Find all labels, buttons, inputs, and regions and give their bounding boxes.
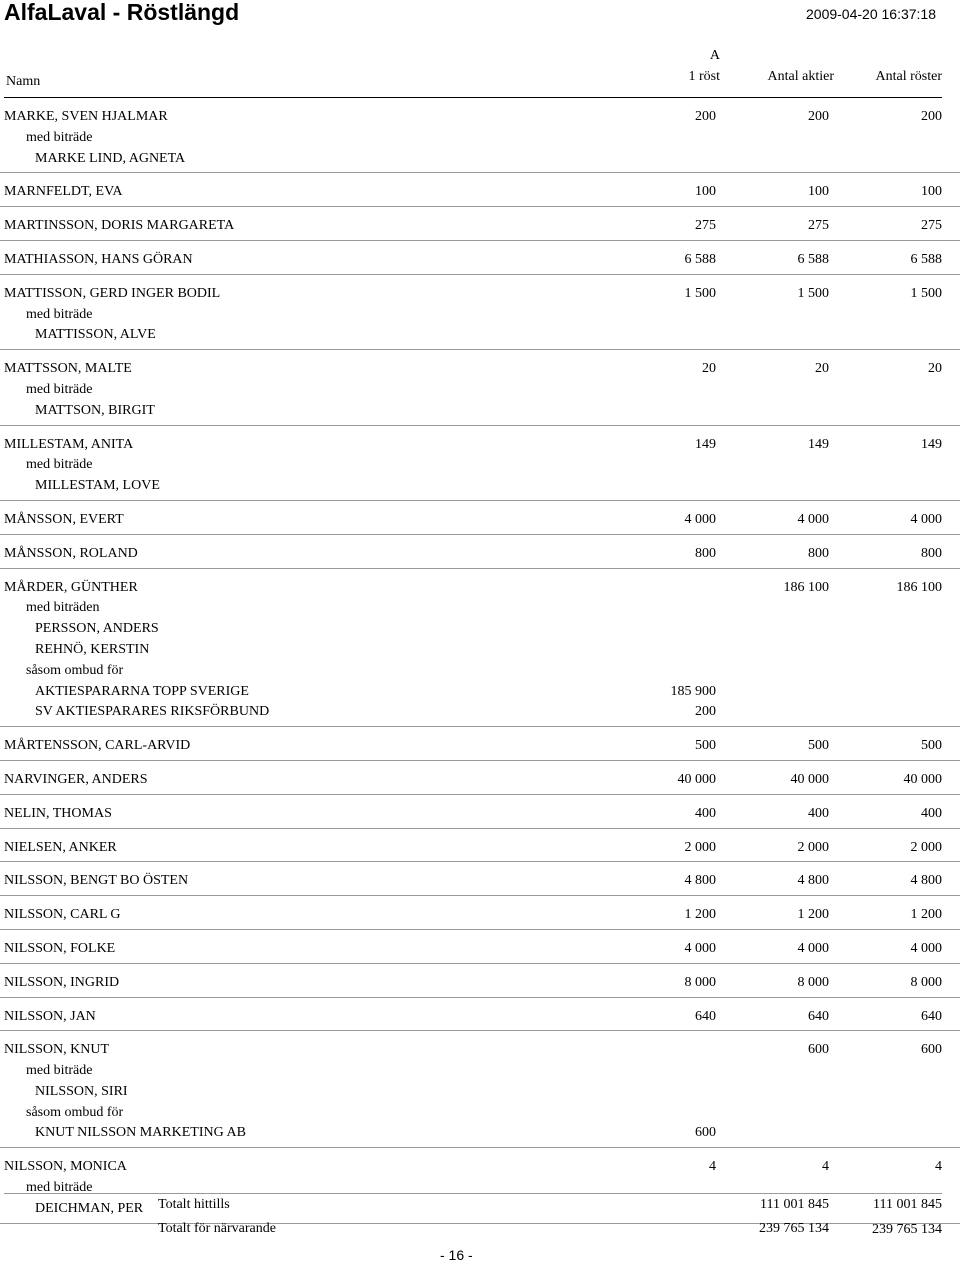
associated-name: KNUT NILSSON MARKETING AB <box>35 1125 246 1141</box>
associated-name-row <box>0 702 960 723</box>
shareholder-row <box>0 1007 960 1028</box>
votes-value: 640 <box>921 1008 942 1024</box>
votes-value: 4 800 <box>910 873 942 889</box>
one-vote-value: 4 <box>709 1159 716 1175</box>
voter-entry <box>0 829 960 863</box>
shareholder-name: MARKE, SVEN HJALMAR <box>4 109 168 124</box>
shareholder-name: MATTISSON, GERD INGER BODIL <box>4 285 221 301</box>
voter-entry <box>0 795 960 829</box>
shares-value: 1 200 <box>797 907 829 923</box>
shareholder-row <box>0 905 960 926</box>
voter-entry <box>0 930 960 964</box>
shares-value: 6 588 <box>797 251 829 267</box>
voter-entry <box>0 350 960 425</box>
total-so-far-votes: 111 001 845 <box>873 1197 942 1212</box>
shareholder-row <box>0 250 960 271</box>
total-present-shares: 239 765 134 <box>759 1221 829 1236</box>
role-label: såsom ombud för <box>26 1104 124 1120</box>
column-header-name: Namn <box>6 74 41 89</box>
votes-value: 1 500 <box>910 285 942 301</box>
shares-value: 8 000 <box>797 974 829 990</box>
shareholder-name: NILSSON, MONICA <box>4 1159 127 1175</box>
voter-entry <box>0 964 960 998</box>
voter-entry <box>0 241 960 275</box>
one-vote-value: 4 000 <box>684 511 716 527</box>
associated-name: REHNÖ, KERSTIN <box>35 641 150 657</box>
one-vote-value: 149 <box>695 436 716 452</box>
votes-value: 275 <box>921 218 942 234</box>
voter-entry <box>0 761 960 795</box>
total-so-far-label: Totalt hittills <box>158 1197 230 1212</box>
column-header-votes: Antal röster <box>875 69 942 84</box>
shareholder-name: MÅRDER, GÜNTHER <box>4 579 138 595</box>
print-datetime: 2009-04-20 16:37:18 <box>806 6 936 22</box>
total-so-far-shares: 111 001 845 <box>760 1197 829 1212</box>
shareholder-row <box>0 973 960 994</box>
shareholder-name: MATTSSON, MALTE <box>4 361 132 377</box>
voter-entry <box>0 207 960 241</box>
total-present-label: Totalt för närvarande <box>158 1221 276 1236</box>
associated-name: DEICHMAN, PER <box>35 1200 144 1216</box>
votes-value: 8 000 <box>910 974 942 990</box>
shareholder-name: MATHIASSON, HANS GÖRAN <box>4 251 193 267</box>
associated-name-row <box>0 682 960 703</box>
voter-entry <box>0 569 960 728</box>
column-header-one-vote: 1 röst <box>688 69 720 84</box>
shareholder-row <box>0 107 960 128</box>
voter-entry <box>0 896 960 930</box>
shareholder-name: NILSSON, JAN <box>4 1008 96 1024</box>
shareholder-row <box>0 770 960 791</box>
shares-value: 1 500 <box>797 285 829 301</box>
voter-entry <box>0 501 960 535</box>
votes-value: 40 000 <box>903 771 942 787</box>
role-label-row <box>0 1103 960 1124</box>
page-number: - 16 - <box>440 1247 473 1263</box>
shareholder-name: MARTINSSON, DORIS MARGARETA <box>4 218 235 234</box>
footer-divider <box>4 1193 942 1194</box>
votes-value: 200 <box>921 109 942 124</box>
shareholder-row <box>0 838 960 859</box>
shareholder-row <box>0 1157 960 1178</box>
shareholder-name: MÅNSSON, ROLAND <box>4 545 138 561</box>
associated-name: AKTIESPARARNA TOPP SVERIGE <box>35 683 249 699</box>
one-vote-value: 20 <box>702 361 716 377</box>
one-vote-value: 100 <box>695 184 716 200</box>
votes-value: 600 <box>921 1042 942 1058</box>
associated-name-row <box>0 149 960 170</box>
shares-value: 275 <box>808 218 829 234</box>
shareholder-name: MARNFELDT, EVA <box>4 184 123 200</box>
shareholder-name: NELIN, THOMAS <box>4 805 112 821</box>
one-vote-value: 8 000 <box>684 974 716 990</box>
document-title: AlfaLaval - Röstlängd <box>4 0 240 25</box>
shareholder-row <box>0 804 960 825</box>
shareholder-name: NIELSEN, ANKER <box>4 839 117 855</box>
role-label: med biträde <box>26 1063 93 1079</box>
shareholder-name: NILSSON, INGRID <box>4 974 120 990</box>
votes-value: 2 000 <box>910 839 942 855</box>
voter-entry <box>0 173 960 207</box>
shares-value: 2 000 <box>797 839 829 855</box>
role-label: med biträde <box>26 381 93 397</box>
shares-value: 800 <box>808 545 829 561</box>
shares-value: 4 000 <box>797 940 829 956</box>
one-vote-value: 200 <box>695 704 716 720</box>
one-vote-value: 40 000 <box>677 771 716 787</box>
votes-value: 4 000 <box>910 511 942 527</box>
role-label: med biträden <box>26 600 100 616</box>
associated-name-row <box>0 401 960 422</box>
shareholder-name: MÅRTENSSON, CARL-ARVID <box>4 738 191 754</box>
role-label: med biträde <box>26 457 93 473</box>
shareholder-row <box>0 736 960 757</box>
votes-value: 20 <box>928 361 942 377</box>
shares-value: 600 <box>808 1042 829 1058</box>
role-label: såsom ombud för <box>26 662 124 678</box>
shareholder-row <box>0 939 960 960</box>
one-vote-value: 1 500 <box>684 285 716 301</box>
shareholder-name: NARVINGER, ANDERS <box>4 771 148 787</box>
one-vote-value: 185 900 <box>670 683 716 699</box>
voter-list <box>0 98 960 1224</box>
shareholder-row <box>0 578 960 599</box>
role-label-row <box>0 380 960 401</box>
shares-value: 40 000 <box>790 771 829 787</box>
votes-value: 100 <box>921 184 942 200</box>
votes-value: 800 <box>921 545 942 561</box>
shareholder-row <box>0 182 960 203</box>
associated-name: PERSSON, ANDERS <box>35 621 159 637</box>
shareholder-row <box>0 510 960 531</box>
one-vote-value: 1 200 <box>684 907 716 923</box>
shareholder-name: NILSSON, KNUT <box>4 1042 109 1058</box>
shares-value: 4 800 <box>797 873 829 889</box>
shares-value: 20 <box>815 361 829 377</box>
votes-value: 400 <box>921 805 942 821</box>
voter-entry <box>0 727 960 761</box>
one-vote-value: 500 <box>695 738 716 754</box>
associated-name-row <box>0 476 960 497</box>
one-vote-value: 600 <box>695 1125 716 1141</box>
shareholder-name: MÅNSSON, EVERT <box>4 511 124 527</box>
role-label-row <box>0 128 960 149</box>
associated-name-row <box>0 325 960 346</box>
associated-name: MATTISSON, ALVE <box>35 327 156 343</box>
voter-entry <box>0 862 960 896</box>
votes-value: 6 588 <box>910 251 942 267</box>
associated-name-row <box>0 640 960 661</box>
one-vote-value: 640 <box>695 1008 716 1024</box>
associated-name-row <box>0 1082 960 1103</box>
voter-entry <box>0 426 960 501</box>
one-vote-value: 200 <box>695 109 716 124</box>
votes-value: 500 <box>921 738 942 754</box>
votes-value: 1 200 <box>910 907 942 923</box>
associated-name: MARKE LIND, AGNETA <box>35 150 186 166</box>
one-vote-value: 275 <box>695 218 716 234</box>
role-label: med biträde <box>26 1180 93 1196</box>
votes-value: 186 100 <box>896 579 942 595</box>
associated-name: MATTSON, BIRGIT <box>35 402 155 418</box>
shares-value: 186 100 <box>783 579 829 595</box>
shareholder-row <box>0 1040 960 1061</box>
one-vote-value: 4 800 <box>684 873 716 889</box>
shares-value: 4 <box>822 1159 829 1175</box>
shares-value: 100 <box>808 184 829 200</box>
associated-name: NILSSON, SIRI <box>35 1083 128 1099</box>
total-present-votes: 239 765 134 <box>872 1222 942 1237</box>
shareholder-row <box>0 544 960 565</box>
one-vote-value: 4 000 <box>684 940 716 956</box>
associated-name-row <box>0 619 960 640</box>
shareholder-row <box>0 216 960 237</box>
shares-value: 400 <box>808 805 829 821</box>
shareholder-name: NILSSON, CARL G <box>4 907 121 923</box>
shareholder-name: NILSSON, FOLKE <box>4 940 116 956</box>
role-label-row <box>0 598 960 619</box>
column-group-header: A <box>709 48 720 63</box>
shares-value: 500 <box>808 738 829 754</box>
role-label-row <box>0 455 960 476</box>
associated-name: MILLESTAM, LOVE <box>35 478 160 494</box>
voter-entry <box>0 275 960 350</box>
role-label-row <box>0 661 960 682</box>
role-label-row <box>0 1178 960 1199</box>
role-label: med biträde <box>26 306 93 322</box>
associated-name-row <box>0 1123 960 1144</box>
column-header-shares: Antal aktier <box>767 69 834 84</box>
shares-value: 640 <box>808 1008 829 1024</box>
one-vote-value: 800 <box>695 545 716 561</box>
shareholder-row <box>0 435 960 456</box>
votes-value: 149 <box>921 436 942 452</box>
voter-entry <box>0 1031 960 1148</box>
shares-value: 200 <box>808 109 829 124</box>
one-vote-value: 400 <box>695 805 716 821</box>
one-vote-value: 6 588 <box>684 251 716 267</box>
role-label-row <box>0 305 960 326</box>
voter-entry <box>0 998 960 1032</box>
votes-value: 4 <box>935 1159 942 1175</box>
shareholder-row <box>0 871 960 892</box>
shareholder-row <box>0 284 960 305</box>
shareholder-name: NILSSON, BENGT BO ÖSTEN <box>4 873 189 889</box>
role-label: med biträde <box>26 129 93 145</box>
shareholder-row <box>0 359 960 380</box>
voter-entry <box>0 535 960 569</box>
associated-name: SV AKTIESPARARES RIKSFÖRBUND <box>35 704 270 720</box>
one-vote-value: 2 000 <box>684 839 716 855</box>
shareholder-name: MILLESTAM, ANITA <box>4 436 134 452</box>
votes-value: 4 000 <box>910 940 942 956</box>
shares-value: 4 000 <box>797 511 829 527</box>
role-label-row <box>0 1061 960 1082</box>
voter-entry <box>0 98 960 173</box>
shares-value: 149 <box>808 436 829 452</box>
